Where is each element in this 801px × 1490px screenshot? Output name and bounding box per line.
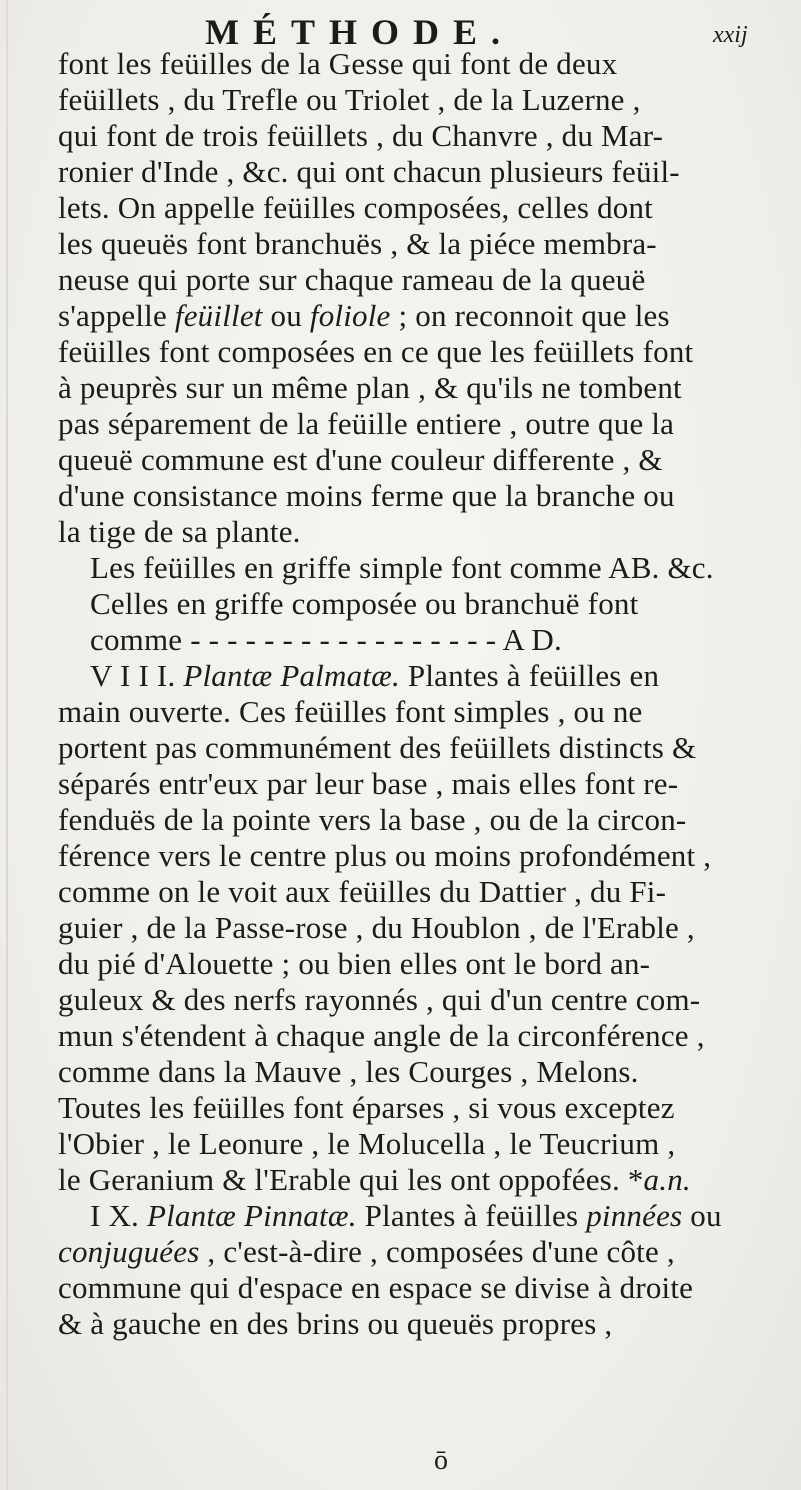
signature-mark: ō — [434, 1445, 448, 1476]
text-line: d'une consistance moins ferme que la branche ou — [58, 478, 675, 513]
text-line: font les feüilles de la Gesse qui font de deux — [58, 46, 618, 81]
text-line: à peuprès sur un même plan , & qu'ils ne tombent — [58, 370, 682, 405]
text-line: main ouverte. Ces feüilles font simples , ou ne — [58, 694, 643, 729]
text-line: neuse qui porte sur chaque rameau de la queuë — [58, 262, 646, 297]
text-line: férence vers le centre plus ou moins profondément , — [58, 838, 712, 873]
text-line: comme on le voit aux feüilles du Dattier , du Fi- — [58, 874, 667, 909]
page-number: xxij — [713, 22, 748, 48]
text-line: portent pas communément des feüillets distincts & — [58, 730, 697, 765]
text-line: Toutes les feüilles font éparses , si vous exceptez — [58, 1090, 675, 1125]
text-line: l'Obier , le Leonure , le Molucella , le Teucrium , — [58, 1126, 676, 1161]
text-line: lets. On appelle feüilles composées, celles dont — [58, 190, 653, 225]
text-line: guleux & des nerfs rayonnés , qui d'un centre com- — [58, 982, 701, 1017]
text-line: comme dans la Mauve , les Courges , Melons. — [58, 1054, 639, 1089]
text-line: pas séparement de la feüille entiere , outre que la — [58, 406, 675, 441]
text-line: le Geranium & l'Erable qui les ont oppofées. *a.n. — [58, 1162, 691, 1197]
text-line: s'appelle feüillet ou foliole ; on reconnoit que les — [58, 298, 670, 333]
text-line: fenduës de la pointe vers la base , ou de la circon- — [58, 802, 687, 837]
page-gutter-shadow — [6, 0, 8, 1490]
text-line: commune qui d'espace en espace se divise à droite — [58, 1270, 694, 1305]
text-line: conjuguées , c'est-à-dire , composées d'une côte , — [58, 1234, 675, 1269]
text-line: qui font de trois feüillets , du Chanvre , du Mar- — [58, 118, 664, 153]
text-line: V I I I. Plantæ Palmatæ. Plantes à feüilles en — [90, 658, 660, 693]
text-line: feüilles font composées en ce que les feüillets font — [58, 334, 694, 369]
text-line: séparés entr'eux par leur base , mais elles font re- — [58, 766, 679, 801]
text-line: la tige de sa plante. — [58, 514, 301, 549]
text-line: queuë commune est d'une couleur differente , & — [58, 442, 663, 477]
running-head: MÉTHODE. — [205, 12, 515, 52]
text-line: mun s'étendent à chaque angle de la circonférence , — [58, 1018, 705, 1053]
text-line: ronier d'Inde , &c. qui ont chacun plusieurs feüil- — [58, 154, 680, 189]
text-line: feüillets , du Trefle ou Triolet , de la Luzerne , — [58, 82, 641, 117]
text-line: Celles en griffe composée ou branchuë font — [90, 586, 639, 621]
text-line: & à gauche en des brins ou queuës propres , — [58, 1306, 613, 1341]
text-line: guier , de la Passe-rose , du Houblon , de l'Erable , — [58, 910, 695, 945]
text-line: comme - - - - - - - - - - - - - - - - - A D. — [90, 622, 562, 657]
text-line: Les feüilles en griffe simple font comme AB. &c. — [90, 550, 714, 585]
text-line: du pié d'Alouette ; ou bien elles ont le bord an- — [58, 946, 651, 981]
text-line: les queuës font branchuës , & la piéce membra- — [58, 226, 657, 261]
text-line: I X. Plantæ Pinnatæ. Plantes à feüilles pinnées ou — [90, 1198, 722, 1233]
